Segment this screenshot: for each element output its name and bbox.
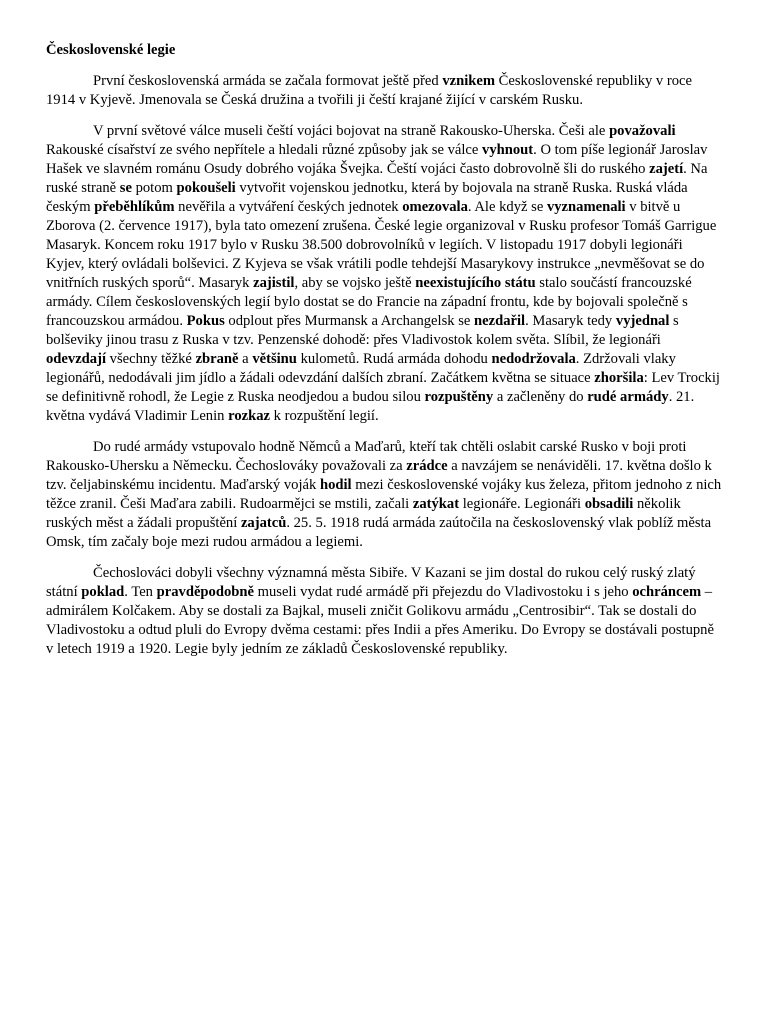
bold-keyword: nezdařil <box>474 313 526 329</box>
document-title: Československé legie <box>46 42 176 58</box>
text-run: vytvořit vojenskou jednotku, která by bojovala na straně Ruska. Ruská vláda českým <box>46 180 688 215</box>
text-run: a začleněny do <box>493 389 588 405</box>
paragraph <box>46 122 724 426</box>
text-run: odplout přes Murmansk a Archangelsk se <box>224 313 475 329</box>
text-run: Čechoslováci dobyli všechny významná města Sibiře. V Kazani se jim dostal do rukou celý ruský zlatý státní <box>46 565 696 600</box>
text-run: . Ale když se <box>467 199 547 215</box>
bold-keyword: rozpuštěny <box>424 389 494 405</box>
paragraph <box>46 438 724 552</box>
bold-keyword: zajetí <box>649 161 684 177</box>
text-run: . 21. května vydává Vladimir Lenin <box>46 389 695 424</box>
text-run: – admirálem Kolčakem. Aby se dostali za Bajkal, museli zničit Golikovu armádu „Centrosibir“. Tak se dostali do Vladivostoku a odtud pluli do Evropy dvěma cestami: přes Indii a přes Ameriku. Do Evropy se dostávali postupně v letech 1919 a 1920. Legie byly jedním ze základů Československé republiky. <box>46 584 714 657</box>
text-run: . 25. 5. 1918 rudá armáda zaútočila na československý vlak poblíž města Omsk, tím začaly boje mezi rudou armádou a legiemi. <box>46 515 712 550</box>
bold-keyword: vyznamenali <box>546 199 626 215</box>
bold-keyword: považovali <box>609 123 676 139</box>
text-run: k rozpuštění legií. <box>270 408 379 424</box>
paragraph <box>46 564 724 659</box>
text-run: kulometů. Rudá armáda dohodu <box>296 351 492 367</box>
bold-keyword: odevzdají <box>46 351 106 367</box>
bold-keyword: pokoušeli <box>176 180 236 196</box>
bold-keyword: rozkaz <box>228 408 270 424</box>
text-run: : Lev Trockij se definitivně rohodl, že Legie z Ruska neodjedou a budou silou <box>46 370 720 405</box>
bold-keyword: rudé armády <box>587 389 669 405</box>
text-run: . Zdržovali vlaky legionářů, nedodávali jim jídlo a žádali odevzdání dalších zbraní. Začátkem května se situace <box>46 351 676 386</box>
text-run: . Ten <box>124 584 157 600</box>
text-run: s bolševiky jinou trasu z Ruska v tzv. Penzenské dohodě: přes Vladivostok kolem světa. Slíbil, že legionáři <box>46 313 679 348</box>
bold-keyword: vyhnout <box>482 142 534 158</box>
bold-keyword: obsadili <box>584 496 634 512</box>
text-run: , aby se vojsko ještě <box>294 275 416 291</box>
bold-keyword: většinu <box>252 351 297 367</box>
text-run: . O tom píše legionář Jaroslav Hašek ve slavném románu Osudy dobrého vojáka Švejka. Čeští vojáci často dobrovolně šli do ruského <box>46 142 708 177</box>
bold-keyword: zatýkat <box>412 496 460 512</box>
bold-keyword: omezovala <box>402 199 468 215</box>
bold-keyword: poklad <box>81 584 125 600</box>
bold-keyword: vznikem <box>442 73 496 89</box>
text-run: V první světové válce museli čeští vojáci bojovat na straně Rakousko-Uherska. Češi ale <box>93 123 610 139</box>
text-run: v bitvě u Zborova (2. července 1917), byla tato omezení zrušena. České legie organizoval v Rusku profesor Tomáš Garrigue Masaryk. Koncem roku 1917 bylo v Rusku 38.500 dobrovolníků v legiích. V listopadu 1917 dobyli legionáři Kyjev, který ovládali bolševici. Z Kyjeva se však vrátili podle tehdejší Masarykovy instrukce „nevměšovat se do vnitřních ruských sporů“. Masaryk <box>46 199 717 291</box>
text-run: Rakouské císařství ze svého nepřítele a hledali různé způsoby jak se válce <box>46 142 483 158</box>
bold-keyword: neexistujícího státu <box>415 275 536 291</box>
bold-keyword: zajistil <box>253 275 295 291</box>
text-run: Do rudé armády vstupovalo hodně Němců a Maďarů, kteří tak chtěli oslabit carské Rusko v boji proti Rakousko-Uhersku a Německu. Čechoslováky považovali za <box>46 439 687 474</box>
text-run: . Masaryk tedy <box>525 313 616 329</box>
bold-keyword: zbraně <box>195 351 239 367</box>
text-run: mezi československé vojáky kus železa, přitom jednoho z nich těžce zranil. Češi Maďara zabili. Rudoarmějci se mstili, začali <box>46 477 722 512</box>
bold-keyword: Pokus <box>186 313 225 329</box>
bold-keyword: ochráncem <box>632 584 702 600</box>
text-run: Československé republiky v roce 1914 v Kyjevě. Jmenovala se Česká družina a tvořili ji čeští krajané žijící v carském Rusku. <box>46 73 692 108</box>
text-run: potom <box>131 180 177 196</box>
bold-keyword: pravděpodobně <box>156 584 254 600</box>
text-run: První československá armáda se začala formovat ještě před <box>93 73 443 89</box>
bold-keyword: zhoršila <box>594 370 644 386</box>
text-run: stalo součástí francouzské armády. Cílem československých legií bylo dostat se do Francie na západní frontu, kde by bojovali společně s francouzskou armádou. <box>46 275 692 329</box>
bold-keyword: vyjednal <box>615 313 670 329</box>
bold-keyword: se <box>119 180 132 196</box>
bold-keyword: přeběhlíkům <box>94 199 175 215</box>
text-run: několik ruských měst a žádali propuštění <box>46 496 681 531</box>
text-run: legionáře. Legionáři <box>459 496 585 512</box>
bold-keyword: nedodržovala <box>491 351 576 367</box>
text-run: a <box>238 351 253 367</box>
text-run: nevěřila a vytváření českých jednotek <box>174 199 403 215</box>
bold-keyword: hodil <box>319 477 352 493</box>
document-page <box>46 41 724 671</box>
text-run: všechny těžké <box>106 351 196 367</box>
paragraph <box>46 72 724 110</box>
text-run: museli vydat rudé armádě při přejezdu do Vladivostoku i s jeho <box>253 584 633 600</box>
text-run: . Na ruské straně <box>46 161 708 196</box>
text-run: a navzájem se nenáviděli. 17. května došlo k tzv. čeljabinskému incidentu. Maďarský voják <box>46 458 712 493</box>
bold-keyword: zrádce <box>406 458 448 474</box>
bold-keyword: zajatců <box>240 515 287 531</box>
